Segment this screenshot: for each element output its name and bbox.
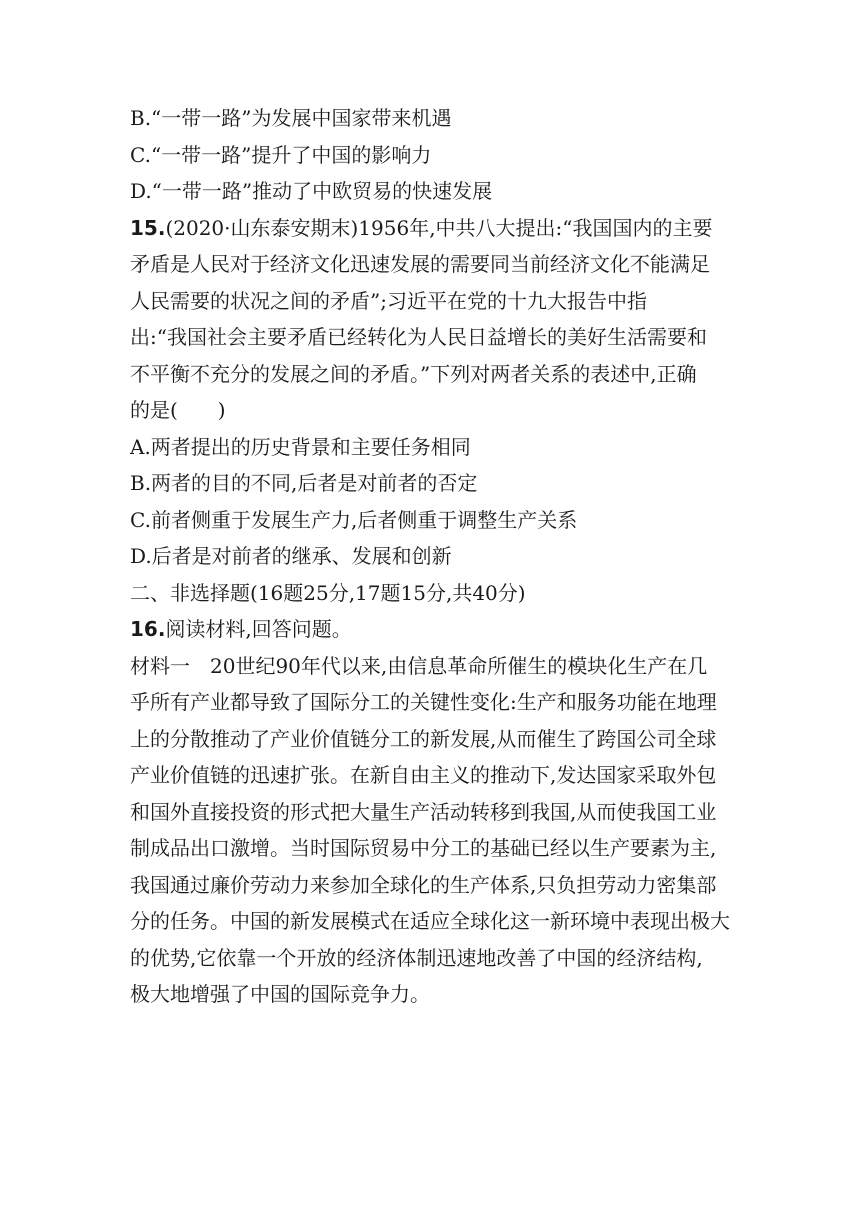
q14-option-c: C.“一带一路”提升了中国的影响力 (130, 142, 432, 167)
material-1 (130, 648, 730, 1013)
q15-line-4: 出:“我国社会主要矛盾已经转化为人民日益增长的美好生活需要和 (130, 325, 707, 349)
material-line: 乎所有产业都导致了国际分工的关键性变化:生产和服务功能在地理 (130, 690, 717, 714)
material-line: 产业价值链的迅速扩张。在新自由主义的推动下,发达国家采取外包 (130, 763, 717, 787)
q14-option-b: B.“一带一路”为发展中国家带来机遇 (130, 106, 452, 130)
q15-option-d: D.后者是对前者的继承、发展和创新 (130, 544, 452, 568)
material-line: 材料一 20世纪90年代以来,由信息革命所催生的模块化生产在几 (130, 653, 708, 678)
material-line: 我国通过廉价劳动力来参加全球化的生产体系,只负担劳动力密集部 (130, 872, 717, 897)
q16-line-1 (130, 611, 730, 648)
material-line: 分的任务。中国的新发展模式在适应全球化这一新环境中表现出极大 (130, 909, 730, 933)
material-line: 极大地增强了中国的国际竞争力。 (130, 982, 430, 1006)
question-16 (130, 611, 730, 1013)
question-15 (130, 210, 730, 575)
q16-prompt: 阅读材料,回答问题。 (165, 617, 352, 641)
q15-option-b: B.两者的目的不同,后者是对前者的否定 (130, 471, 478, 495)
section-heading: 二、非选择题(16题25分,17题15分,共40分) (130, 580, 526, 605)
q15-line-1 (130, 210, 730, 247)
q15-line-3: 人民需要的状况之间的矛盾”;习近平在党的十九大报告中指 (130, 288, 647, 313)
q15-number: 15. (130, 215, 166, 240)
q15-option-a: A.两者提出的历史背景和主要任务相同 (130, 434, 471, 459)
q15-option-c: C.前者侧重于发展生产力,后者侧重于调整生产关系 (130, 507, 578, 532)
q15-line-5: 不平衡不充分的发展之间的矛盾。”下列对两者关系的表述中,正确 (130, 361, 697, 386)
q15-line-6: 的是( ) (130, 398, 226, 422)
document-page (130, 100, 730, 1013)
q16-number: 16. (130, 617, 166, 641)
material-line: 和国外直接投资的形式把大量生产活动转移到我国,从而使我国工业 (130, 799, 717, 824)
material-line: 上的分散推动了产业价值链分工的新发展,从而催生了跨国公司全球 (130, 726, 717, 751)
material-line: 的优势,它依靠一个开放的经济体制迅速地改善了中国的经济结构, (130, 945, 703, 970)
q14-option-d: D.“一带一路”推动了中欧贸易的快速发展 (130, 179, 493, 203)
material-line: 制成品出口激增。当时国际贸易中分工的基础已经以生产要素为主, (130, 836, 717, 860)
q15-stem-text: (2020·山东泰安期末)1956年,中共八大提出:“我国国内的主要 (165, 215, 713, 240)
q15-line-2: 矛盾是人民对于经济文化迅速发展的需要同当前经济文化不能满足 (130, 252, 710, 276)
